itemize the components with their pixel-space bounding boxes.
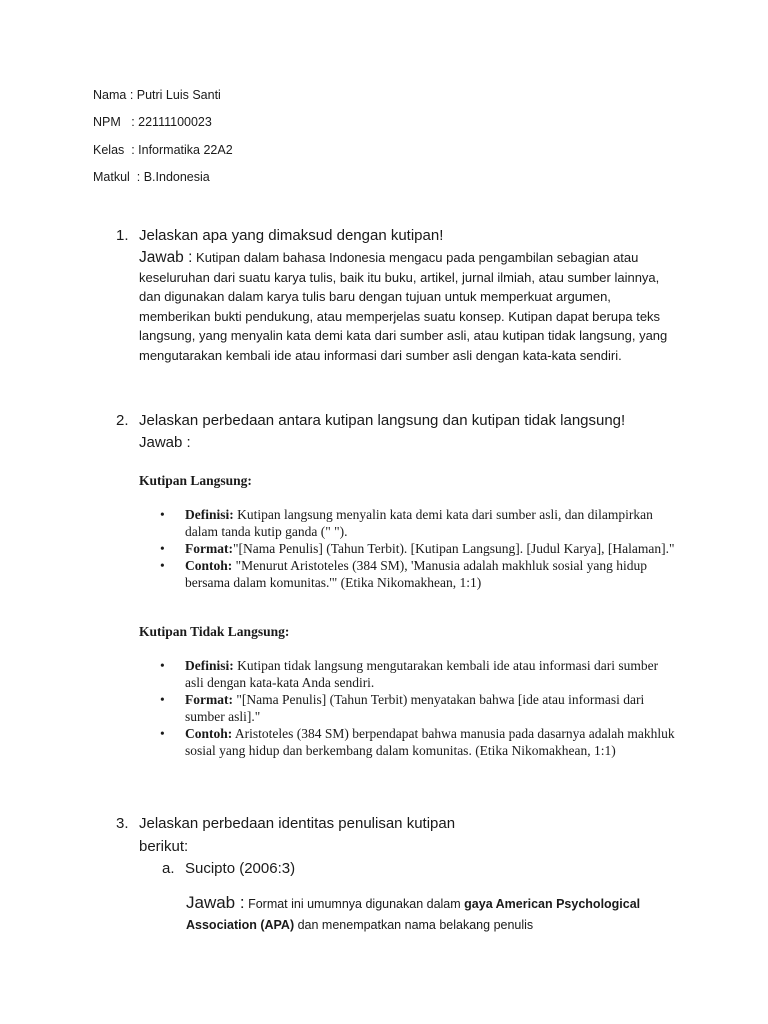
section-title-direct-quote: Kutipan Langsung:	[139, 473, 252, 488]
question-text: Jelaskan perbedaan antara kutipan langsung dan kutipan tidak langsung!	[139, 412, 626, 429]
list-item	[160, 540, 680, 557]
student-class: Kelas : Informatika 22A2	[93, 143, 233, 157]
item-text: Kutipan tidak langsung mengutarakan kembali ide atau informasi dari sumber asli dengan kata-kata Anda sendiri.	[185, 658, 659, 690]
question-text: Jelaskan perbedaan identitas penulisan kutipan	[139, 815, 456, 832]
bullet-icon: •	[160, 541, 165, 556]
bullet-icon: •	[160, 658, 165, 673]
item-text: Aristoteles (384 SM) berpendapat bahwa manusia pada dasarnya adalah makhluk sosial yang hidup dan berkembang dalam komunitas. (Etika Nikomakhean, 1:1)	[185, 726, 675, 758]
item-label: Definisi:	[185, 658, 234, 673]
question-number: 2.	[116, 412, 129, 429]
item-text: "Menurut Aristoteles (384 SM), 'Manusia adalah makhluk sosial yang hidup bersama dalam komunitas.'" (Etika Nikomakhean, 1:1)	[185, 558, 648, 590]
item-label: Definisi:	[185, 507, 234, 522]
list-item	[160, 725, 680, 759]
item-text: "[Nama Penulis] (Tahun Terbit) menyatakan bahwa [ide atau informasi dari sumber asli]."	[185, 692, 645, 724]
item-label: Format:	[185, 541, 233, 556]
answer-1	[139, 248, 669, 365]
course-name: Matkul : B.Indonesia	[93, 170, 210, 184]
list-item	[160, 691, 680, 725]
answer-lead: Jawab :	[186, 893, 245, 912]
question-number: 3.	[116, 815, 129, 832]
item-label: Contoh:	[185, 726, 233, 741]
bullet-icon: •	[160, 726, 165, 741]
list-item	[160, 657, 680, 691]
bullet-icon: •	[160, 507, 165, 522]
item-text: "[Nama Penulis] (Tahun Terbit). [Kutipan Langsung]. [Judul Karya], [Halaman]."	[232, 541, 675, 556]
sub-question-text: Sucipto (2006:3)	[185, 860, 296, 877]
question-3-continuation: berikut:	[139, 838, 189, 855]
bullet-icon: •	[160, 558, 165, 573]
answer-bold-text: gaya American Psychological Association (APA)	[186, 897, 641, 932]
indirect-quote-list	[160, 657, 680, 759]
list-item	[160, 506, 680, 540]
student-name: Nama : Putri Luis Santi	[93, 88, 221, 102]
section-title-indirect-quote: Kutipan Tidak Langsung:	[139, 624, 290, 639]
bullet-icon: •	[160, 692, 165, 707]
sub-question-letter: a.	[162, 860, 175, 877]
answer-text-continued: dan menempatkan nama belakang penulis	[294, 918, 534, 932]
item-text: Kutipan langsung menyalin kata demi kata dari sumber asli, dan dilampirkan dalam tanda kutip ganda (" ").	[185, 507, 653, 539]
student-npm: NPM : 22111100023	[93, 115, 212, 129]
answer-3a	[186, 892, 666, 936]
direct-quote-list	[160, 506, 680, 591]
answer-text: Format ini umumnya digunakan dalam	[244, 897, 465, 911]
item-label: Contoh:	[185, 558, 233, 573]
answer-lead: Jawab :	[139, 249, 193, 266]
answer-text: Kutipan dalam bahasa Indonesia mengacu pada pengambilan sebagian atau keseluruhan dari suatu karya tulis, baik itu buku, artikel, jurnal ilmiah, atau sumber lainnya, dan digunakan dalam karya tulis baru dengan tujuan untuk memperkuat argumen, memberikan bukti pendukung, atau memperjelas suatu konsep. Kutipan dapat berupa teks langsung, yang menyalin kata demi kata dari sumber asli, atau kutipan tidak langsung, yang mengutarakan kembali ide atau informasi dari sumber asli dengan kata-kata sendiri.	[139, 250, 668, 363]
list-item	[160, 557, 680, 591]
question-number: 1.	[116, 227, 129, 244]
question-text: Jelaskan apa yang dimaksud dengan kutipan!	[139, 227, 444, 244]
item-label: Format:	[185, 692, 233, 707]
answer-2-lead: Jawab :	[139, 434, 191, 451]
